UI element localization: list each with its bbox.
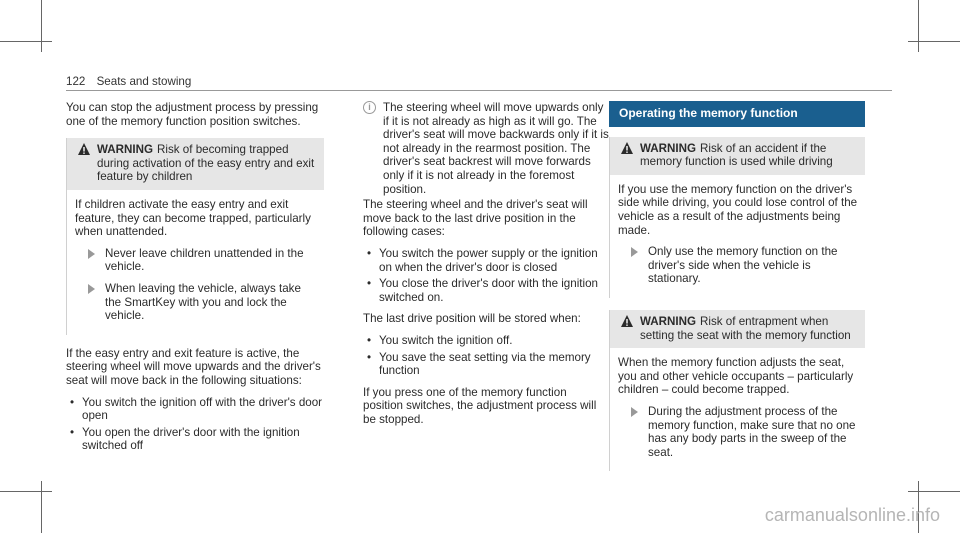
arrow-icon bbox=[631, 407, 638, 417]
crop-mark bbox=[918, 0, 919, 52]
bullet-list bbox=[363, 247, 609, 304]
page-number: 122 bbox=[66, 75, 86, 88]
warning-body bbox=[610, 175, 865, 298]
paragraph: The last drive position will be stored when: bbox=[363, 312, 581, 326]
warning-body bbox=[67, 190, 324, 335]
warning-triangle-icon bbox=[77, 142, 91, 156]
warning-text: If you use the memory function on the driver's side while driving, you could lose control of the vehicle as a result of the adjustments being made. bbox=[618, 182, 858, 237]
list-item: • You open the driver's door with the ignition switched off bbox=[66, 426, 324, 453]
bullet-list bbox=[66, 396, 324, 453]
section-name: Seats and stowing bbox=[96, 75, 192, 88]
warning-label: WARNING bbox=[640, 141, 697, 155]
warning-step: Only use the memory function on the driver's side when the vehicle is stationary. bbox=[618, 245, 861, 286]
warning-step: Never leave children unattended in the vehicle. bbox=[75, 247, 320, 274]
crop-mark bbox=[908, 491, 960, 492]
list-item: • You switch the power supply or the ignition on when the driver's door is closed bbox=[363, 247, 609, 274]
warning-triangle-icon bbox=[620, 314, 634, 328]
info-icon: i bbox=[363, 101, 376, 114]
list-item: • You switch the ignition off with the driver's door open bbox=[66, 396, 324, 423]
bullet-list bbox=[363, 334, 609, 378]
warning-label: WARNING bbox=[640, 314, 697, 328]
intro-paragraph: You can stop the adjustment process by pressing one of the memory function position switches. bbox=[66, 101, 319, 128]
warning-text: When the memory function adjusts the seat, you and other vehicle occupants – particularly children – could become trapped. bbox=[618, 356, 854, 397]
warning-title: Risk of entrapment when setting the seat with the memory function bbox=[640, 314, 851, 342]
warning-label: WARNING bbox=[97, 143, 154, 157]
section-title: Operating the memory function bbox=[609, 101, 865, 127]
warning-step: When leaving the vehicle, always take the SmartKey with you and lock the vehicle. bbox=[75, 282, 320, 323]
note bbox=[363, 101, 609, 196]
arrow-icon bbox=[631, 247, 638, 257]
crop-mark bbox=[41, 0, 42, 52]
crop-mark bbox=[0, 491, 52, 492]
header-divider bbox=[66, 90, 892, 91]
warning-header bbox=[67, 138, 324, 190]
list-item: • You close the driver's door with the ignition switched on. bbox=[363, 277, 609, 304]
warning-box-trapped bbox=[66, 138, 324, 335]
warning-box-entrapment bbox=[609, 310, 865, 471]
list-item: • You save the seat setting via the memory function bbox=[363, 351, 609, 378]
crop-mark bbox=[0, 41, 52, 42]
warning-step: During the adjustment process of the memory function, make sure that no one has any body parts in the sweep of the seat. bbox=[618, 405, 861, 459]
watermark: carmanualsonline.info bbox=[764, 505, 940, 526]
warning-triangle-icon bbox=[620, 141, 634, 155]
warning-text: If children activate the easy entry and exit feature, they can become trapped, particularly when unattended. bbox=[75, 197, 311, 239]
paragraph: If the easy entry and exit feature is active, the steering wheel will move upwards and the driver's seat will move back in the following situations: bbox=[66, 346, 321, 387]
warning-title: Risk of becoming trapped during activation of the easy entry and exit feature by children bbox=[97, 143, 315, 184]
warning-body bbox=[610, 348, 865, 471]
column-middle bbox=[363, 101, 609, 434]
arrow-icon bbox=[88, 249, 95, 259]
note-text: The steering wheel will move upwards only if it is not already as high as it will go. The driver's seat will move backwards only if it is not already in the rearmost position. The driver's seat backrest will move forwards only if it is not already in the foremost position. bbox=[383, 101, 609, 196]
page-header bbox=[66, 75, 191, 89]
warning-header bbox=[610, 310, 865, 348]
warning-title: Risk of an accident if the memory function is used while driving bbox=[640, 141, 833, 169]
arrow-icon bbox=[88, 284, 95, 294]
crop-mark bbox=[41, 481, 42, 533]
paragraph: If you press one of the memory function position switches, the adjustment process will be stopped. bbox=[363, 385, 597, 426]
list-item: • You switch the ignition off. bbox=[363, 334, 609, 348]
warning-header bbox=[610, 137, 865, 175]
warning-box-accident bbox=[609, 137, 865, 298]
paragraph: The steering wheel and the driver's seat will move back to the last drive position in the following cases: bbox=[363, 198, 588, 239]
crop-mark bbox=[908, 41, 960, 42]
column-right bbox=[609, 101, 865, 483]
column-left bbox=[66, 101, 324, 461]
